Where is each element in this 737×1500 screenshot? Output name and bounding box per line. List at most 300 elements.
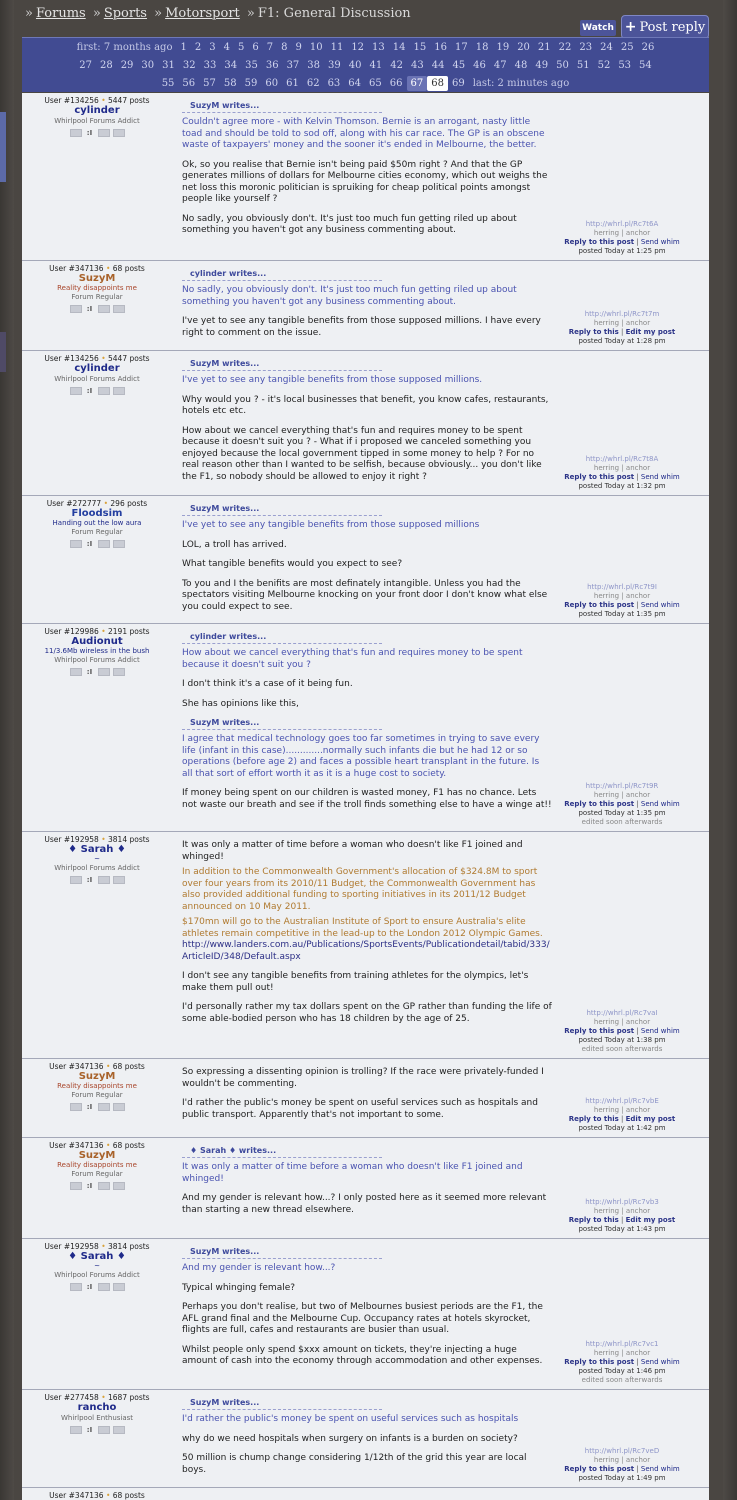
forum-post — [22, 261, 709, 351]
page-link[interactable]: 29 — [120, 60, 134, 71]
page-link[interactable]: 64 — [348, 78, 362, 89]
message-icon[interactable] — [98, 305, 110, 313]
watch-button[interactable]: Watch — [580, 20, 616, 36]
left-edge-tab — [0, 112, 6, 182]
search-posts-icon[interactable] — [113, 668, 125, 676]
page-link[interactable]: 2 — [194, 42, 202, 53]
quote-attribution[interactable]: cylinder writes... — [182, 269, 382, 281]
quote-attribution[interactable]: SuzyM writes... — [182, 1398, 382, 1410]
profile-icon[interactable] — [70, 129, 82, 137]
quote-text: How about we cancel everything that's fun and requires money to be spent because it doesn't suit you ? — [182, 648, 523, 670]
page-link[interactable]: 68 — [427, 76, 448, 91]
post-author — [22, 1390, 172, 1434]
post-timestamp: posted Today at 1:42 pm — [578, 1124, 666, 1132]
page-link[interactable]: 8 — [281, 42, 288, 53]
forum-post — [22, 832, 709, 1059]
page-link[interactable]: 42 — [390, 60, 403, 71]
post-count: 68 posts — [112, 1491, 145, 1500]
pager-last-label[interactable]: last: 2 minutes ago — [472, 78, 570, 89]
post-short-url[interactable]: http://whrl.pl/Rc7t6A — [585, 220, 659, 228]
user-id[interactable]: User #347136 — [49, 264, 104, 273]
user-id[interactable]: User #347136 — [49, 1491, 104, 1500]
username[interactable]: Floodsim — [71, 508, 123, 519]
edited-note: edited soon afterwards — [581, 818, 663, 826]
username[interactable]: SuzyM — [78, 273, 116, 284]
edited-note: edited soon afterwards — [581, 1376, 663, 1384]
page-link[interactable]: 19 — [496, 42, 510, 53]
breadcrumb: » Forums » Sports » Motorsport » F1: General Discussion — [25, 6, 411, 21]
reply-link[interactable]: Reply to this post — [564, 601, 635, 609]
post-tools[interactable]: herring | anchor — [593, 229, 651, 237]
post-body — [182, 1239, 552, 1368]
page-link[interactable]: 69 — [451, 78, 465, 89]
separator-dot-icon: • — [101, 354, 106, 363]
post-author — [22, 1138, 172, 1190]
post-author — [22, 1488, 172, 1500]
message-icon[interactable] — [98, 668, 110, 676]
page-link[interactable]: 38 — [307, 60, 321, 71]
right-gutter — [723, 0, 737, 1500]
page-link[interactable]: 43 — [410, 60, 424, 71]
user-id[interactable]: User #277458 — [44, 1393, 99, 1402]
page-link[interactable]: 58 — [223, 78, 237, 89]
page-link[interactable]: 15 — [413, 42, 427, 53]
page-link[interactable]: 36 — [265, 60, 279, 71]
page-link[interactable]: 33 — [203, 60, 217, 71]
page-link[interactable]: 27 — [79, 60, 92, 71]
post-reply-label: Post reply — [639, 19, 706, 35]
forum-post — [22, 1239, 709, 1390]
user-id[interactable]: User #134256 — [44, 96, 99, 105]
search-posts-icon[interactable] — [113, 1182, 125, 1190]
separator-dot-icon: • — [105, 1491, 111, 1500]
post-paragraph: Perhaps you don't realise, but two of Melbournes busiest periods are the F1, the AFL grand final and the Melbourne Cup. Occupancy rates at hotels skyrocket, flights are full, cafes and restaurants are busier than usual. — [182, 1302, 543, 1335]
page-link[interactable]: 39 — [328, 60, 341, 71]
reply-link[interactable]: Reply to this post — [564, 238, 635, 246]
page-link[interactable]: 4 — [223, 42, 230, 53]
post-body — [182, 351, 552, 483]
ratio-icon: :I — [86, 305, 93, 313]
profile-icon[interactable] — [70, 1182, 82, 1190]
post-tools[interactable]: herring | anchor — [593, 791, 651, 799]
post-reply-button[interactable] — [621, 15, 709, 39]
user-rank: Whirlpool Forums Addict — [54, 864, 140, 872]
quote-text: I'd rather the public's money be spent on useful services such as hospitals — [182, 1414, 519, 1424]
user-id[interactable]: User #134256 — [44, 354, 99, 363]
reply-link[interactable]: Reply to this post — [564, 473, 635, 481]
user-icons — [22, 129, 172, 137]
post-short-url[interactable]: http://whrl.pl/Rc7vbE — [585, 1097, 659, 1105]
post-paragraph: To you and I the benifits are most definately intangible. Unless you had the spectators visiting Melbourne knocking on your front door I don't know what else you could expect to see. — [182, 578, 548, 612]
reply-link[interactable]: Reply to this post — [564, 1465, 635, 1473]
page-link[interactable]: 13 — [372, 42, 385, 53]
profile-icon[interactable] — [70, 876, 82, 884]
page-link[interactable]: 50 — [556, 60, 569, 71]
post-body — [182, 261, 552, 339]
post-paragraph: I'd personally rather my tax dollars spent on the GP rather than funding the life of some able-bodied person who has 18 children by the age of 25. — [182, 1002, 552, 1024]
post-tools[interactable]: herring | anchor — [593, 1106, 651, 1114]
quote-attribution[interactable]: cylinder writes... — [182, 632, 382, 644]
user-id-line — [22, 354, 172, 363]
page-link[interactable]: 35 — [245, 60, 258, 71]
separator-dot-icon: • — [105, 1062, 111, 1071]
username[interactable]: SuzyM — [78, 1071, 116, 1082]
profile-icon[interactable] — [70, 1103, 82, 1111]
ratio-icon: :I — [86, 1283, 93, 1291]
page-link[interactable]: 32 — [182, 60, 196, 71]
post-author — [22, 832, 172, 884]
forum-post — [22, 496, 709, 624]
left-gutter — [0, 0, 14, 1500]
page-link[interactable]: 7 — [266, 42, 274, 53]
page-link[interactable]: 23 — [579, 42, 593, 53]
user-id[interactable]: User #192958 — [44, 1242, 99, 1251]
breadcrumb-sports[interactable]: Sports — [103, 6, 147, 21]
page-link[interactable]: 30 — [141, 60, 155, 71]
page-link[interactable]: 63 — [327, 78, 341, 89]
user-custom-title: ~ — [94, 1262, 100, 1270]
user-custom-title: Reality disappoints me — [57, 1161, 137, 1169]
post-tools[interactable]: herring | anchor — [593, 319, 651, 327]
search-posts-icon[interactable] — [113, 129, 125, 137]
page-link[interactable]: 18 — [475, 42, 489, 53]
external-link[interactable]: http://www.landers.com.au/Publications/SportsEvents/Publicationdetail/tabid/333/ArticleID/348/Default.aspx — [182, 940, 550, 962]
quote-attribution[interactable]: ♦ Sarah ♦ writes... — [182, 1146, 382, 1158]
post-body — [182, 1390, 552, 1476]
message-icon[interactable] — [98, 1182, 110, 1190]
page-link[interactable]: 14 — [392, 42, 406, 53]
separator-dot-icon: • — [101, 1393, 106, 1402]
page-link[interactable]: 16 — [434, 42, 447, 53]
user-custom-title: Reality disappoints me — [57, 1082, 137, 1090]
forum-post — [22, 1488, 709, 1500]
user-id[interactable]: User #129986 — [44, 627, 99, 636]
search-posts-icon[interactable] — [113, 1103, 125, 1111]
secondary-action-link[interactable]: Send whim — [640, 1027, 680, 1035]
page-link[interactable]: 48 — [514, 60, 528, 71]
post-short-url[interactable]: http://whrl.pl/Rc7vc1 — [585, 1340, 659, 1348]
post-author — [22, 1239, 172, 1291]
search-posts-icon[interactable] — [113, 1283, 125, 1291]
page-link[interactable]: 56 — [182, 78, 196, 89]
page-link[interactable]: 3 — [209, 42, 216, 53]
quote-text: And my gender is relevant how...? — [182, 1263, 336, 1273]
user-rank: Forum Regular — [71, 528, 123, 536]
page-link[interactable]: 49 — [535, 60, 549, 71]
profile-icon[interactable] — [70, 387, 82, 395]
post-meta: http://whrl.pl/Rc7t7m herring | anchor Reply to this | Edit my post posted Today at 1:28 pm — [552, 310, 692, 346]
reply-link[interactable]: Reply to this post — [564, 1027, 635, 1035]
post-meta: http://whrl.pl/Rc7vc1 herring | anchor Reply to this post | Send whim posted Today at 1:46 pm edited soon afterwards — [552, 1340, 692, 1385]
post-timestamp: posted Today at 1:35 pm — [578, 610, 666, 618]
post-count: 68 posts — [112, 1062, 145, 1071]
secondary-action-link[interactable]: Edit my post — [625, 1115, 676, 1123]
breadcrumb-forums[interactable]: Forums — [35, 6, 86, 21]
quoted-article-text: In addition to the Commonwealth Government's allocation of $324.8M to sport over four years from its 2010/11 Budget, the Commonwealth Government has also provided additional funding to sporting initiatives in its 2011/12 Budget announced on 10 May 2011. — [182, 867, 538, 912]
user-rank: Whirlpool Forums Addict — [54, 375, 140, 383]
post-paragraph: Ok, so you realise that Bernie isn't being paid $50m right ? And that the GP generates millions of dollars for Melbourne cities economy, which out weighs the net loss this moronic politician is spruiking for cheap political points amongst people like yourself ? — [182, 159, 548, 204]
user-rank: Forum Regular — [71, 1170, 123, 1178]
message-icon[interactable] — [98, 1283, 110, 1291]
quote-attribution[interactable]: SuzyM writes... — [182, 1247, 382, 1259]
left-edge-tab — [0, 332, 6, 372]
user-id[interactable]: User #192958 — [44, 835, 99, 844]
secondary-action-link[interactable]: Send whim — [640, 473, 680, 481]
post-short-url[interactable]: http://whrl.pl/Rc7t8A — [585, 455, 659, 463]
post-count: 296 posts — [110, 499, 148, 508]
user-rank: Whirlpool Forums Addict — [54, 1271, 140, 1279]
post-body — [182, 1138, 552, 1216]
search-posts-icon[interactable] — [113, 305, 125, 313]
reply-link[interactable]: Reply to this — [568, 1115, 619, 1123]
page-link[interactable]: 51 — [576, 60, 590, 71]
username[interactable]: cylinder — [74, 105, 120, 116]
message-icon[interactable] — [98, 129, 110, 137]
post-paragraph: What tangible benefits would you expect to see? — [182, 559, 403, 569]
post-paragraph: How about we cancel everything that's fun and requires money to be spent because it doesn't suit you ? - What if i proposed we canceled something you enjoyed because the local government tipped in some money to help ? For no real reason other than I wanted to be selfish, because obviously... you don't like the F1, so nobody should be allowed to enjoy it right ? — [182, 425, 542, 482]
ratio-icon: :I — [86, 1426, 93, 1434]
post-short-url[interactable]: http://whrl.pl/Rc7t7m — [584, 310, 660, 318]
post-author — [22, 1059, 172, 1111]
profile-icon[interactable] — [70, 668, 82, 676]
page-link[interactable]: 65 — [369, 78, 382, 89]
page-link[interactable]: 66 — [389, 78, 403, 89]
page-link[interactable]: 47 — [493, 60, 507, 71]
ratio-icon: :I — [86, 1182, 93, 1190]
page-link[interactable]: 5 — [237, 42, 245, 53]
page-link[interactable]: 61 — [286, 78, 299, 89]
page-link[interactable]: 62 — [306, 78, 320, 89]
page-link[interactable]: 67 — [407, 76, 428, 91]
page-link[interactable]: 59 — [244, 78, 258, 89]
profile-icon[interactable] — [70, 1283, 82, 1291]
post-short-url[interactable]: http://whrl.pl/Rc7vaI — [586, 1009, 658, 1017]
post-body — [182, 832, 552, 1025]
secondary-action-link[interactable]: Send whim — [640, 1358, 680, 1366]
page-link[interactable]: 24 — [600, 42, 613, 53]
page-title: F1: General Discussion — [257, 6, 411, 21]
page-link[interactable]: 54 — [639, 60, 652, 71]
ratio-icon: :I — [86, 1103, 93, 1111]
user-custom-title: Handing out the low aura — [52, 519, 142, 527]
post-short-url[interactable]: http://whrl.pl/Rc7vb3 — [585, 1198, 659, 1206]
forum-post — [22, 1138, 709, 1239]
profile-icon[interactable] — [70, 1426, 82, 1434]
post-short-url[interactable]: http://whrl.pl/Rc7t9R — [585, 782, 659, 790]
username[interactable]: ♦ Sarah ♦ — [68, 844, 126, 855]
username[interactable]: ♦ Sarah ♦ — [68, 1251, 126, 1262]
post-meta: http://whrl.pl/Rc7vbE herring | anchor Reply to this | Edit my post posted Today at 1:42 pm — [552, 1097, 692, 1133]
user-custom-title: Reality disappoints me — [57, 284, 137, 292]
page-link[interactable]: 55 — [161, 78, 175, 89]
forum-post — [22, 93, 709, 261]
user-id[interactable]: User #347136 — [49, 1141, 104, 1150]
secondary-action-link[interactable]: Send whim — [640, 238, 680, 246]
page-link[interactable]: 9 — [295, 42, 302, 53]
user-rank: Forum Regular — [71, 293, 123, 301]
post-tools[interactable]: herring | anchor — [593, 1207, 651, 1215]
post-paragraph: Whilst people only spend $xxx amount on tickets, they're injecting a huge amount of cash into the economy through accommodation and other expenses. — [182, 1344, 543, 1366]
quote-attribution[interactable]: SuzyM writes... — [182, 718, 382, 730]
secondary-action-link[interactable]: Send whim — [640, 601, 680, 609]
post-tools[interactable]: herring | anchor — [593, 1456, 651, 1464]
user-icons — [22, 305, 172, 313]
post-tools[interactable]: herring | anchor — [593, 464, 651, 472]
post-paragraph: So expressing a dissenting opinion is trolling? If the race were privately-funded I wouldn't be commenting. — [182, 1067, 544, 1089]
post-body — [182, 1059, 552, 1121]
page-link[interactable]: 46 — [473, 60, 486, 71]
post-timestamp: posted Today at 1:38 pm — [578, 1036, 666, 1044]
reply-link[interactable]: Reply to this — [568, 328, 619, 336]
message-icon[interactable] — [98, 1426, 110, 1434]
post-tools[interactable]: herring | anchor — [593, 592, 651, 600]
username[interactable]: rancho — [77, 1402, 117, 1413]
user-icons — [22, 1182, 172, 1190]
page-link[interactable]: 60 — [265, 78, 279, 89]
user-icons — [22, 387, 172, 395]
post-paragraph: LOL, a troll has arrived. — [182, 539, 287, 550]
post-count: 68 posts — [112, 264, 145, 273]
post-body — [182, 496, 552, 613]
post-count: 68 posts — [112, 1141, 145, 1150]
post-paragraph: No sadly, you obviously don't. It's just too much fun getting riled up about something you haven't got any business commenting about. — [182, 213, 517, 235]
user-icons — [22, 668, 172, 676]
user-rank: Forum Regular — [71, 1091, 123, 1099]
separator-dot-icon: • — [101, 96, 106, 105]
page-link[interactable]: 34 — [224, 60, 238, 71]
post-meta: http://whrl.pl/Rc7t9I herring | anchor Reply to this post | Send whim posted Today at 1:35 pm — [552, 583, 692, 619]
forum-post — [22, 351, 709, 496]
quote-attribution[interactable]: SuzyM writes... — [182, 359, 382, 371]
user-id[interactable]: User #272777 — [46, 499, 102, 508]
quote-attribution[interactable]: SuzyM writes... — [182, 504, 382, 516]
secondary-action-link[interactable]: Send whim — [640, 1465, 680, 1473]
quote-text: Couldn't agree more - with Kelvin Thomson. Bernie is an arrogant, nasty little toad and should be told to sod off, along with his car race. The GP is an obscene waste of taxpayers' money and the sooner it's ended in Melbourne, the better. — [182, 117, 545, 150]
reply-link[interactable]: Reply to this post — [564, 1358, 635, 1366]
search-posts-icon[interactable] — [113, 540, 125, 548]
post-paragraph: 50 million is chump change considering 1/12th of the grid this year are local boys. — [182, 1453, 527, 1475]
page-link[interactable]: 17 — [454, 42, 468, 53]
user-id-line — [22, 1141, 172, 1150]
post-timestamp: posted Today at 1:28 pm — [578, 337, 666, 345]
profile-icon[interactable] — [70, 540, 82, 548]
username[interactable]: cylinder — [74, 363, 120, 374]
separator-dot-icon: • — [101, 1242, 106, 1251]
forum-post — [22, 1390, 709, 1488]
page-link[interactable]: 44 — [431, 60, 445, 71]
ratio-icon: :I — [86, 129, 93, 137]
secondary-action-link[interactable]: Edit my post — [625, 1216, 676, 1224]
separator-dot-icon: • — [101, 627, 106, 636]
post-short-url[interactable]: http://whrl.pl/Rc7t9I — [587, 583, 657, 591]
secondary-action-link[interactable]: Send whim — [640, 800, 680, 808]
user-id-line — [22, 1393, 172, 1402]
breadcrumb-motorsport[interactable]: Motorsport — [165, 6, 240, 21]
post-count: 5447 posts — [108, 354, 150, 363]
plus-icon: + — [624, 19, 637, 35]
page-link[interactable]: 57 — [203, 78, 216, 89]
page-link[interactable]: 31 — [162, 60, 175, 71]
forum-post — [22, 624, 709, 832]
page-link[interactable]: 21 — [537, 42, 551, 53]
post-meta: http://whrl.pl/Rc7vaI herring | anchor Reply to this post | Send whim posted Today at 1:38 pm edited soon afterwards — [552, 1009, 692, 1054]
page-link[interactable]: 40 — [348, 60, 362, 71]
post-meta: http://whrl.pl/Rc7vb3 herring | anchor Reply to this | Edit my post posted Today at 1:43 pm — [552, 1198, 692, 1234]
post-paragraph: Why would you ? - it's local businesses that benefit, you know cafes, restaurants, hotels etc etc. — [182, 394, 549, 416]
page-link[interactable]: 26 — [641, 42, 655, 53]
page-link[interactable]: 28 — [99, 60, 113, 71]
page-link[interactable]: 10 — [309, 42, 323, 53]
user-id-line — [22, 1062, 172, 1071]
page-link[interactable]: 25 — [620, 42, 634, 53]
pager-first-label[interactable]: first: 7 months ago — [76, 42, 173, 53]
reply-link[interactable]: Reply to this post — [564, 800, 635, 808]
post-meta: http://whrl.pl/Rc7t6A herring | anchor Reply to this post | Send whim posted Today at 1:25 pm — [552, 220, 692, 256]
user-custom-title: ~ — [94, 855, 100, 863]
user-icons — [22, 1103, 172, 1111]
post-timestamp: posted Today at 1:25 pm — [578, 247, 666, 255]
page-link[interactable]: 11 — [330, 42, 344, 53]
user-custom-title: 11/3.6Mb wireless in the bush — [44, 647, 150, 655]
post-timestamp: posted Today at 1:35 pm — [578, 809, 666, 817]
page-link[interactable]: 52 — [597, 60, 611, 71]
post-tools[interactable]: herring | anchor — [593, 1349, 651, 1357]
post-tools[interactable]: herring | anchor — [593, 1018, 651, 1026]
page-link[interactable]: 37 — [286, 60, 300, 71]
profile-icon[interactable] — [70, 305, 82, 313]
post-author — [22, 261, 172, 313]
ratio-icon: :I — [86, 387, 93, 395]
page-link[interactable]: 12 — [351, 42, 365, 53]
page-link[interactable]: 1 — [180, 42, 187, 53]
user-id-line — [22, 499, 172, 508]
quote-text: I agree that medical technology goes too far sometimes in trying to save every life (infant in this case).............normally such infants die but he had 12 or so operations (before age 2) and faces a possible heart transplant in the future. Is all that sort of effort worth it as it is a huge cost to society. — [182, 734, 540, 779]
page-link[interactable]: 41 — [369, 60, 383, 71]
page-link[interactable]: 20 — [517, 42, 530, 53]
page-link[interactable]: 6 — [252, 42, 259, 53]
page-link[interactable]: 22 — [558, 42, 572, 53]
post-short-url[interactable]: http://whrl.pl/Rc7veD — [584, 1447, 660, 1455]
post-body — [182, 624, 552, 811]
quote-text: I've yet to see any tangible benefits from those supposed millions. — [182, 375, 483, 385]
post-paragraph: I don't think it's a case of it being fun. — [182, 679, 353, 689]
user-id-line — [22, 835, 172, 844]
user-id-line — [22, 96, 172, 105]
page-link[interactable]: 53 — [618, 60, 632, 71]
page-link[interactable]: 45 — [452, 60, 466, 71]
post-count: 3814 posts — [108, 1242, 150, 1251]
search-posts-icon[interactable] — [113, 1426, 125, 1434]
secondary-action-link[interactable]: Edit my post — [625, 328, 676, 336]
post-timestamp: posted Today at 1:49 pm — [578, 1474, 666, 1482]
reply-link[interactable]: Reply to this — [568, 1216, 619, 1224]
separator-dot-icon: • — [105, 1141, 111, 1150]
username[interactable]: SuzyM — [78, 1150, 116, 1161]
search-posts-icon[interactable] — [113, 387, 125, 395]
post-meta: http://whrl.pl/Rc7veD herring | anchor Reply to this post | Send whim posted Today at 1:49 pm — [552, 1447, 692, 1483]
message-icon[interactable] — [98, 1103, 110, 1111]
message-icon[interactable] — [98, 387, 110, 395]
quote-attribution[interactable]: SuzyM writes... — [182, 101, 382, 113]
post-timestamp: posted Today at 1:43 pm — [578, 1225, 666, 1233]
user-id[interactable]: User #347136 — [49, 1062, 104, 1071]
post-body — [182, 93, 552, 237]
pagination — [22, 37, 709, 92]
username[interactable]: Audionut — [71, 636, 123, 647]
message-icon[interactable] — [98, 876, 110, 884]
search-posts-icon[interactable] — [113, 876, 125, 884]
message-icon[interactable] — [98, 540, 110, 548]
